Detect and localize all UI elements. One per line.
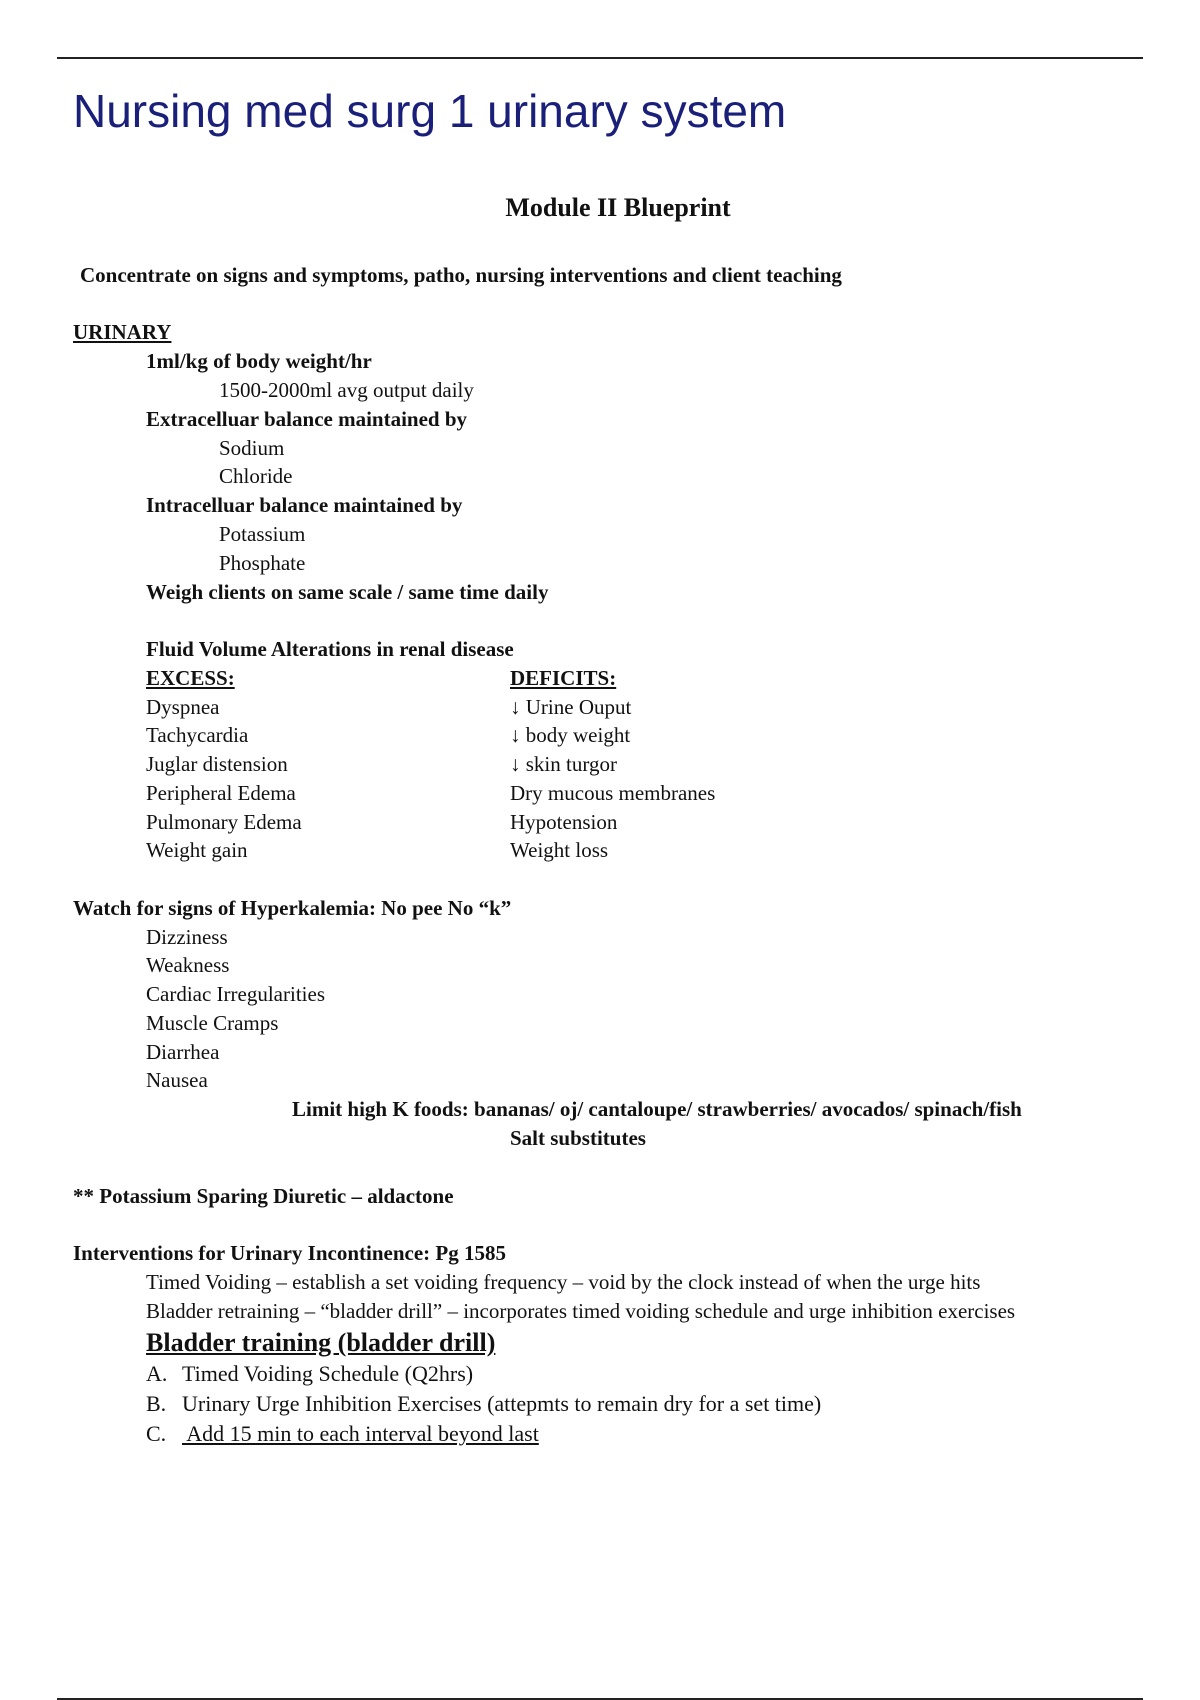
bladder-training-heading: Bladder training (bladder drill) — [146, 1328, 496, 1357]
intracellular-heading: Intracelluar balance maintained by — [146, 493, 463, 517]
bladder-training-item — [146, 1392, 821, 1416]
extracellular-item: Sodium — [219, 436, 285, 460]
deficits-heading: DEFICITS: — [510, 666, 617, 690]
incontinence-heading: Interventions for Urinary Incontinence: Pg 1585 — [73, 1241, 506, 1265]
concentrate-note: Concentrate on signs and symptoms, patho, nursing interventions and client teaching — [80, 263, 842, 287]
limit-k-foods: Limit high K foods: bananas/ oj/ cantaloupe/ strawberries/ avocados/ spinach/fish — [292, 1097, 1022, 1121]
bladder-training-item — [146, 1362, 473, 1386]
excess-item: Pulmonary Edema — [146, 810, 302, 834]
intracellular-item: Phosphate — [219, 551, 306, 575]
excess-item: Dyspnea — [146, 695, 220, 719]
item-text: Add 15 min to each interval beyond last — [182, 1421, 539, 1446]
urinary-heading: URINARY — [73, 320, 172, 344]
hyperkalemia-sign: Weakness — [146, 953, 230, 977]
intracellular-item: Potassium — [219, 522, 306, 546]
deficit-item: Dry mucous membranes — [510, 781, 716, 805]
excess-item: Peripheral Edema — [146, 781, 296, 805]
deficit-item: ↓ body weight — [510, 723, 631, 747]
weigh-note: Weigh clients on same scale / same time daily — [146, 580, 549, 604]
excess-item: Juglar distension — [146, 752, 288, 776]
deficit-item: Hypotension — [510, 810, 618, 834]
deficit-item: ↓ skin turgor — [510, 752, 617, 776]
bladder-training-item — [146, 1422, 539, 1446]
avg-output: 1500-2000ml avg output daily — [219, 378, 474, 402]
diuretic-note: ** Potassium Sparing Diuretic – aldactone — [73, 1184, 454, 1208]
item-letter: A. — [146, 1361, 168, 1386]
top-rule — [57, 57, 1143, 59]
deficit-item: ↓ Urine Ouput — [510, 695, 632, 719]
bladder-retraining-note: Bladder retraining – “bladder drill” – incorporates timed voiding schedule and urge inhibition exercises — [146, 1299, 1016, 1323]
salt-substitutes: Salt substitutes — [510, 1126, 646, 1150]
hyperkalemia-heading: Watch for signs of Hyperkalemia: No pee No “k” — [73, 896, 512, 920]
hyperkalemia-sign: Diarrhea — [146, 1040, 220, 1064]
item-letter: B. — [146, 1391, 167, 1416]
hyperkalemia-sign: Nausea — [146, 1068, 208, 1092]
output-rate: 1ml/kg of body weight/hr — [146, 349, 372, 373]
hyperkalemia-sign: Muscle Cramps — [146, 1011, 279, 1035]
item-text: Timed Voiding Schedule (Q2hrs) — [182, 1361, 474, 1386]
timed-voiding-note: Timed Voiding – establish a set voiding frequency – void by the clock instead of when the urge hits — [146, 1270, 981, 1294]
extracellular-heading: Extracelluar balance maintained by — [146, 407, 468, 431]
fluid-heading: Fluid Volume Alterations in renal disease — [146, 637, 514, 661]
excess-item: Tachycardia — [146, 723, 249, 747]
hyperkalemia-sign: Dizziness — [146, 925, 228, 949]
excess-item: Weight gain — [146, 838, 248, 862]
item-letter: C. — [146, 1421, 167, 1446]
module-heading: Module II Blueprint — [505, 193, 731, 222]
item-text: Urinary Urge Inhibition Exercises (attepmts to remain dry for a set time) — [182, 1391, 822, 1416]
deficit-item: Weight loss — [510, 838, 609, 862]
excess-heading: EXCESS: — [146, 666, 235, 690]
extracellular-item: Chloride — [219, 464, 293, 488]
hyperkalemia-sign: Cardiac Irregularities — [146, 982, 325, 1006]
document-title: Nursing med surg 1 urinary system — [73, 85, 787, 137]
